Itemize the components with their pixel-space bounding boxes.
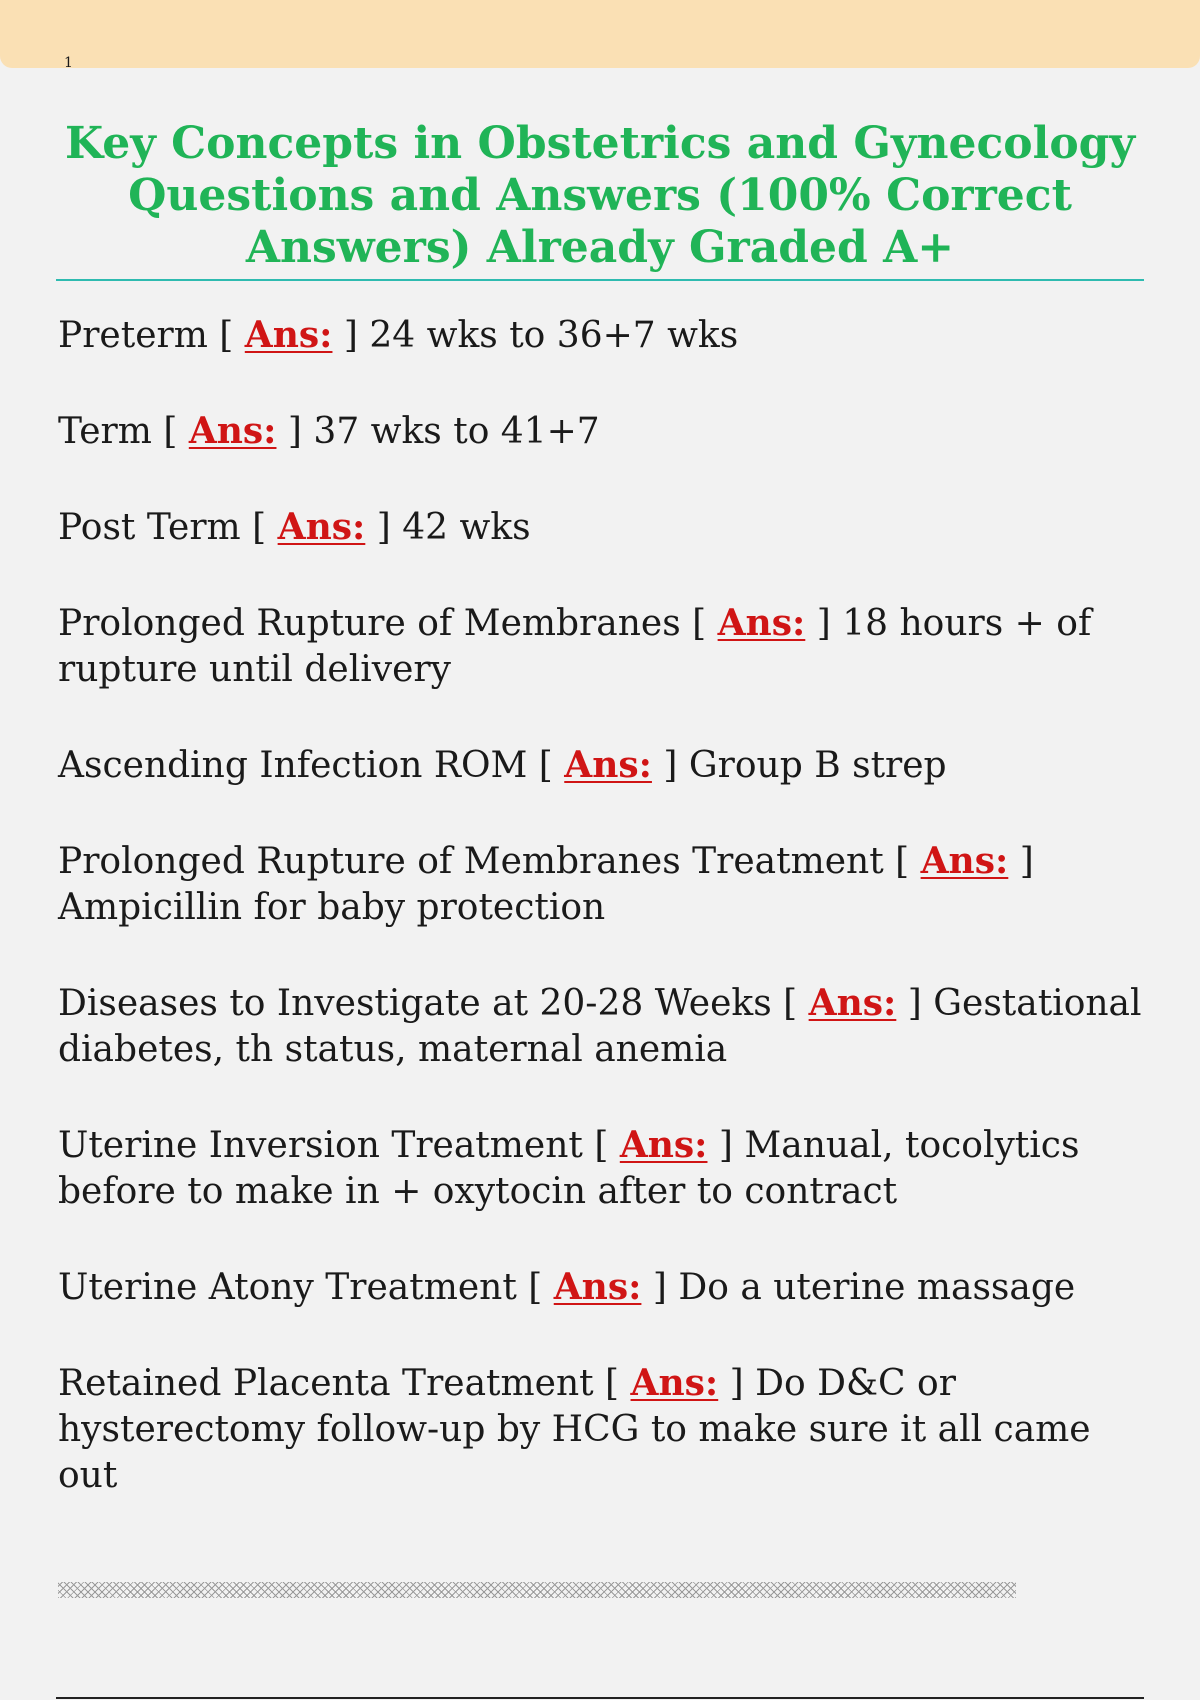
title-line: Answers) Already Graded A+ <box>245 222 955 273</box>
answer-label: Ans: <box>244 314 333 356</box>
question-text: Uterine Inversion Treatment <box>58 1125 583 1166</box>
answer-label: Ans: <box>277 506 366 548</box>
qa-item: Retained Placenta Treatment [ Ans: ] Do D&C or hysterectomy follow-up by HCG to make sure it all came out <box>58 1362 1091 1496</box>
zigzag-divider <box>58 1582 1016 1598</box>
qa-item: Preterm [ Ans: ] 24 wks to 36+7 wks <box>58 314 739 356</box>
page-title <box>56 118 1144 278</box>
qa-item: Ascending Infection ROM [ Ans: ] Group B strep <box>58 744 947 786</box>
question-text: Prolonged Rupture of Membranes Treatment <box>58 841 884 882</box>
title-line: Questions and Answers (100% Correct <box>128 170 1072 221</box>
answer-label: Ans: <box>808 982 897 1024</box>
answer-text: Gestational diabetes, th status, maternal anemia <box>58 983 1142 1070</box>
answer-label: Ans: <box>619 1124 708 1166</box>
qa-item: Prolonged Rupture of Membranes Treatment [ Ans: ] Ampicillin for baby protection <box>58 840 1034 928</box>
answer-label: Ans: <box>188 410 277 452</box>
answer-text: Ampicillin for baby protection <box>58 887 606 928</box>
answer-text: 37 wks to 41+7 <box>313 411 600 452</box>
qa-item: Post Term [ Ans: ] 42 wks <box>58 506 531 548</box>
question-text: Post Term <box>58 507 241 548</box>
top-banner <box>0 0 1200 71</box>
qa-list <box>58 312 1148 1548</box>
answer-text: 24 wks to 36+7 wks <box>369 315 739 356</box>
qa-item: Diseases to Investigate at 20-28 Weeks [ Ans: ] Gestational diabetes, th status, maternal anemia <box>58 982 1142 1070</box>
question-text: Prolonged Rupture of Membranes <box>58 603 681 644</box>
top-mark: 1 <box>64 55 73 71</box>
answer-label: Ans: <box>564 744 652 786</box>
bottom-divider <box>56 1697 1144 1699</box>
qa-item: Uterine Inversion Treatment [ Ans: ] Manual, tocolytics before to make in + oxytocin after to contract <box>58 1124 1080 1212</box>
answer-text: Do D&C or hysterectomy follow-up by HCG to make sure it all came out <box>58 1363 1091 1496</box>
answer-text: 42 wks <box>402 507 531 548</box>
answer-label: Ans: <box>630 1362 719 1404</box>
answer-label: Ans: <box>553 1266 642 1308</box>
answer-text: 18 hours + of rupture until delivery <box>58 603 1092 690</box>
answer-text: Group B strep <box>688 745 947 786</box>
question-text: Preterm <box>58 315 208 356</box>
answer-text: Manual, tocolytics before to make in + oxytocin after to contract <box>58 1125 1080 1212</box>
question-text: Diseases to Investigate at 20-28 Weeks <box>58 983 772 1024</box>
question-text: Ascending Infection ROM <box>58 745 528 786</box>
answer-label: Ans: <box>920 840 1009 882</box>
question-text: Uterine Atony Treatment <box>58 1267 517 1308</box>
title-line: Key Concepts in Obstetrics and Gynecology <box>64 118 1136 169</box>
answer-label: Ans: <box>717 602 806 644</box>
qa-item: Uterine Atony Treatment [ Ans: ] Do a uterine massage <box>58 1266 1076 1308</box>
question-text: Retained Placenta Treatment <box>58 1363 594 1404</box>
question-text: Term <box>58 411 152 452</box>
qa-item: Term [ Ans: ] 37 wks to 41+7 <box>58 410 600 452</box>
answer-text: Do a uterine massage <box>678 1267 1076 1308</box>
title-divider <box>56 279 1144 281</box>
qa-item: Prolonged Rupture of Membranes [ Ans: ] 18 hours + of rupture until delivery <box>58 602 1092 690</box>
